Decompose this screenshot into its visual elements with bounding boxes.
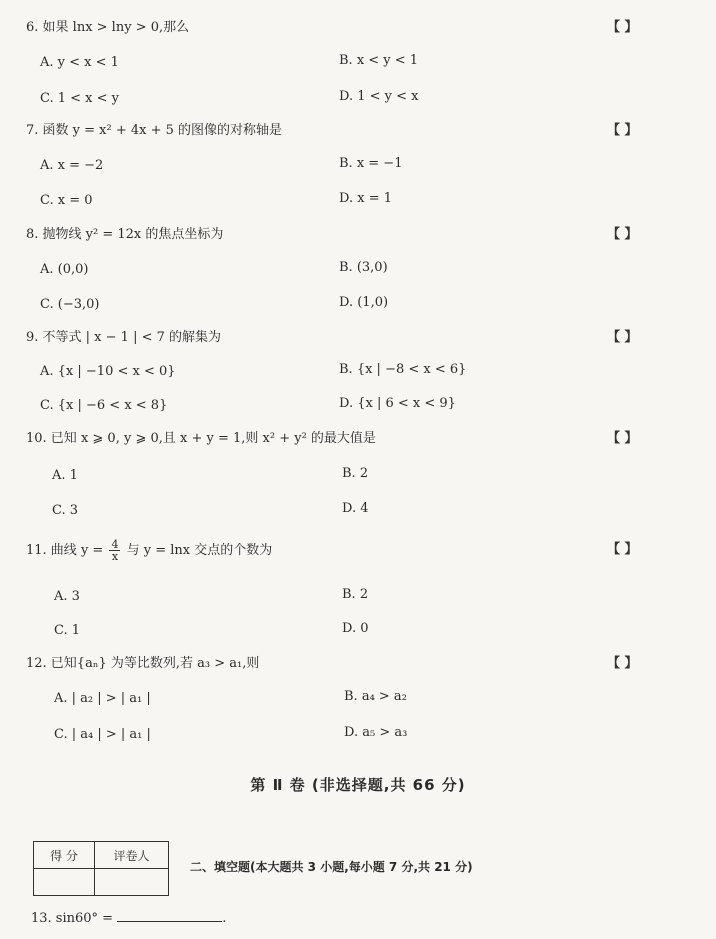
question-8 <box>26 224 686 312</box>
option-c: C. x = 0 <box>40 193 93 208</box>
option-d: D. 4 <box>342 501 369 516</box>
option-a: A. {x | −10 < x < 0} <box>40 364 176 379</box>
question-stem: 8. 抛物线 y² = 12x 的焦点坐标为 <box>26 227 224 242</box>
question-10 <box>26 428 686 518</box>
answer-bracket: 【 】 <box>607 227 638 242</box>
option-a: A. x = −2 <box>40 158 104 173</box>
option-a: A. (0,0) <box>40 262 89 277</box>
question-stem: 9. 不等式 | x − 1 | < 7 的解集为 <box>26 330 222 345</box>
option-d: D. (1,0) <box>339 295 389 310</box>
option-b: B. 2 <box>342 587 369 602</box>
option-d: D. 0 <box>342 621 369 636</box>
grader-header: 评卷人 <box>95 842 169 869</box>
question-9 <box>26 327 686 413</box>
question-13 <box>31 909 226 926</box>
option-a: A. y < x < 1 <box>40 55 119 70</box>
question-stem: 13. sin60° = <box>31 911 114 926</box>
score-header: 得 分 <box>34 842 95 869</box>
option-d: D. 1 < y < x <box>339 89 419 104</box>
option-c: C. {x | −6 < x < 8} <box>40 398 168 413</box>
option-d: D. {x | 6 < x < 9} <box>339 396 456 411</box>
score-table <box>33 841 169 896</box>
answer-blank[interactable] <box>117 909 222 922</box>
answer-bracket: 【 】 <box>607 123 638 138</box>
answer-bracket: 【 】 <box>607 542 638 557</box>
option-b: B. a₄ > a₂ <box>344 689 407 704</box>
question-12 <box>26 653 686 742</box>
answer-bracket: 【 】 <box>607 20 638 35</box>
question-end: . <box>222 911 227 926</box>
fill-in-section-title: 二、填空题(本大题共 3 小题,每小题 7 分,共 21 分) <box>190 860 473 874</box>
option-c: C. 1 <box>54 623 81 638</box>
option-d: D. a₅ > a₃ <box>344 725 408 740</box>
option-b: B. 2 <box>342 466 369 481</box>
question-6 <box>26 17 686 106</box>
question-stem: 12. 已知{aₙ} 为等比数列,若 a₃ > a₁,则 <box>26 656 260 671</box>
option-c: C. | a₄ | > | a₁ | <box>54 727 151 742</box>
score-cell[interactable] <box>34 869 95 896</box>
question-7 <box>26 120 686 208</box>
option-b: B. x < y < 1 <box>339 53 419 68</box>
answer-bracket: 【 】 <box>607 330 638 345</box>
option-a: A. 1 <box>52 468 78 483</box>
fraction-denominator: x <box>111 550 119 563</box>
option-c: C. 1 < x < y <box>40 91 120 106</box>
section-title: 第 Ⅱ 卷 (非选择题,共 66 分) <box>250 776 466 794</box>
fraction-numerator: 4 <box>111 538 119 551</box>
answer-bracket: 【 】 <box>607 656 638 671</box>
option-b: B. x = −1 <box>339 156 403 171</box>
question-stem: 10. 已知 x ⩾ 0, y ⩾ 0,且 x + y = 1,则 x² + y² 的最大值是 <box>26 431 376 446</box>
option-a: A. 3 <box>54 589 80 604</box>
question-stem-prefix: 11. 曲线 y = <box>26 543 104 558</box>
question-stem: 6. 如果 lnx > lny > 0,那么 <box>26 20 190 35</box>
option-a: A. | a₂ | > | a₁ | <box>54 691 151 706</box>
fraction <box>109 539 120 562</box>
option-d: D. x = 1 <box>339 191 392 206</box>
option-c: C. 3 <box>52 503 79 518</box>
option-b: B. (3,0) <box>339 260 388 275</box>
option-c: C. (−3,0) <box>40 297 100 312</box>
question-stem-suffix: 与 y = lnx 交点的个数为 <box>126 543 273 558</box>
question-11 <box>26 538 686 638</box>
option-b: B. {x | −8 < x < 6} <box>339 362 467 377</box>
answer-bracket: 【 】 <box>607 431 638 446</box>
grader-cell[interactable] <box>95 869 169 896</box>
question-stem: 7. 函数 y = x² + 4x + 5 的图像的对称轴是 <box>26 123 283 138</box>
